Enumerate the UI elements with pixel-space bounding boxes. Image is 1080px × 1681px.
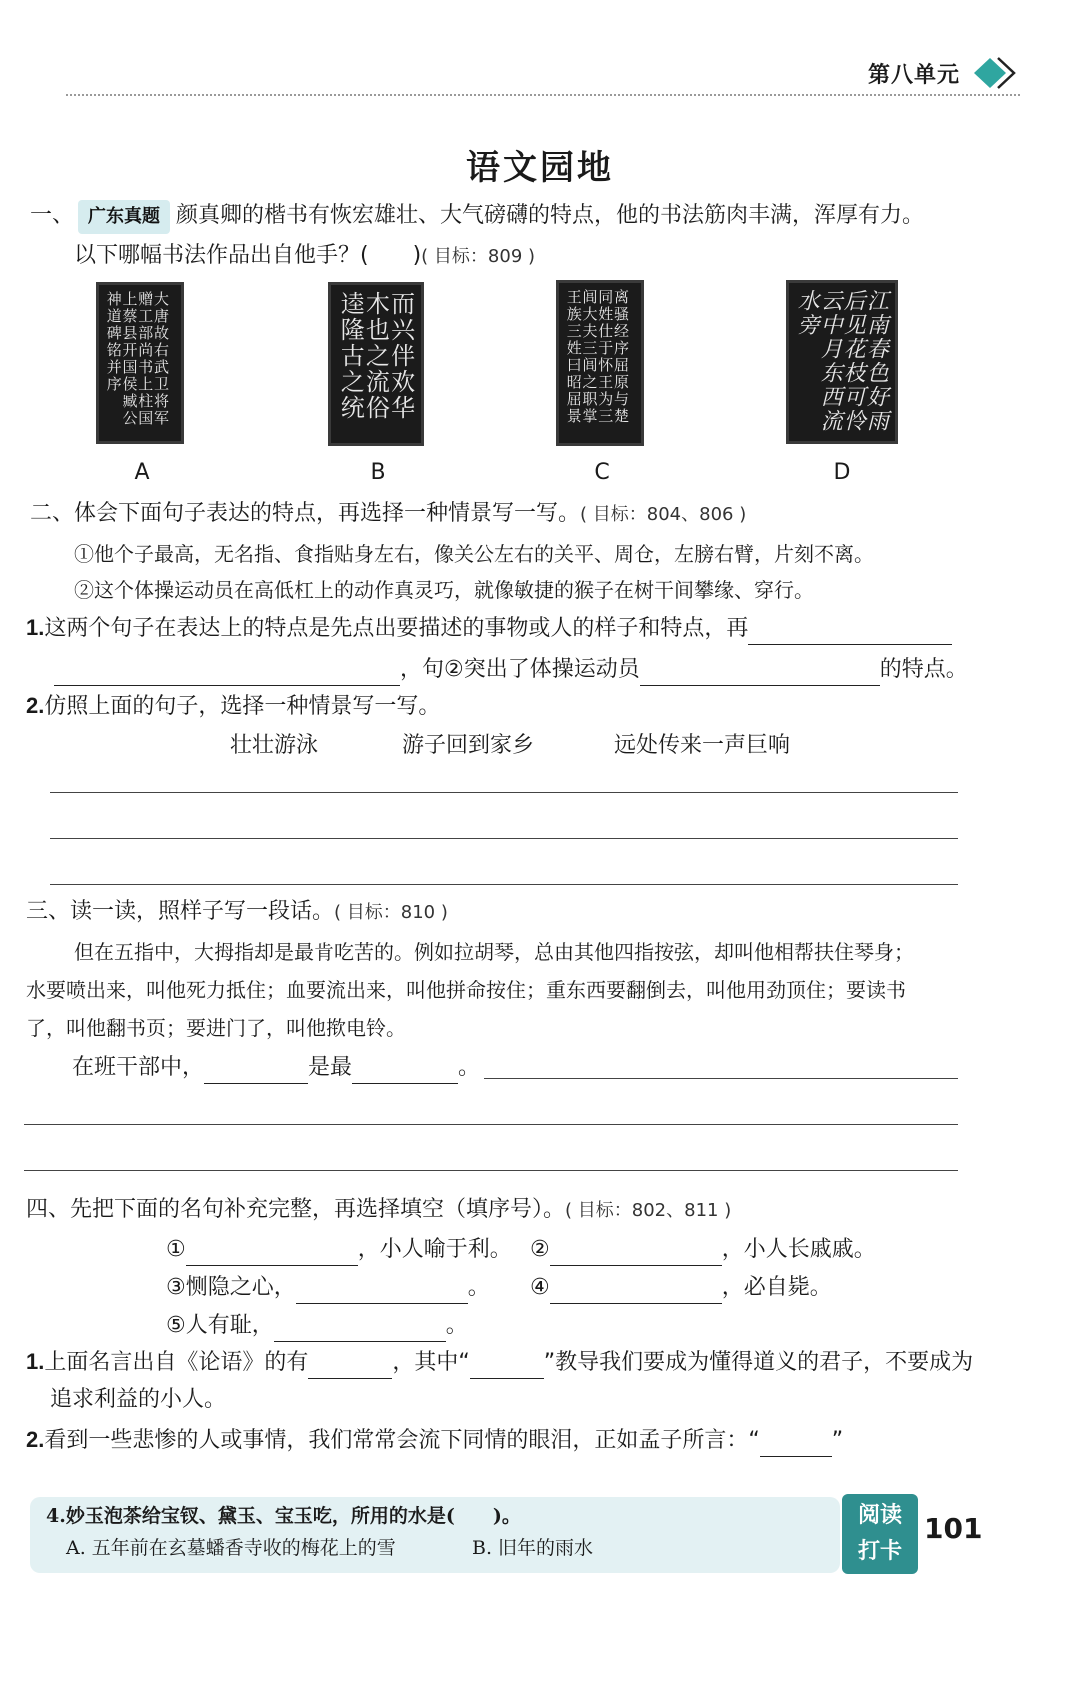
q4-item-1-blank[interactable] <box>186 1240 358 1266</box>
q1-question: 以下哪幅书法作品出自他手？( ) <box>74 243 422 268</box>
scene-1: 壮壮游泳 <box>230 733 319 758</box>
q3-para-line-2: 水要喷出来，叫他死力抵住；血要流出来，叫他拼命按住；重东西要翻倒去，叫他用劲顶住；要读书 <box>26 978 906 1002</box>
q2-p1-blank-1[interactable] <box>748 619 952 645</box>
footer-q-num: 4. <box>46 1505 66 1527</box>
badge-line-1: 阅读 <box>857 1503 902 1528</box>
badge-line-2: 打卡 <box>857 1539 902 1564</box>
q4-p1-line1 <box>26 1346 973 1379</box>
q4-item-4-end: ，必自毙。 <box>721 1275 832 1300</box>
q3-para-line-1: 但在五指中，大拇指却是最肯吃苦的。例如拉胡琴，总由其他四指按弦，却叫他相帮扶住琴身； <box>74 940 914 964</box>
read-checkin-badge[interactable] <box>842 1494 918 1574</box>
q4-p1-line2: 追求利益的小人。 <box>50 1387 227 1412</box>
q3-fill-a: 在班干部中， <box>72 1055 205 1080</box>
q3-fill-b: 是最 <box>308 1055 353 1080</box>
q3-hint: ( 目标：810 ) <box>334 902 448 923</box>
q2-p2-line <box>26 690 440 723</box>
q4-item-3-blank[interactable] <box>296 1278 468 1304</box>
q4-item-1-num: ① <box>166 1237 186 1262</box>
calligraphy-b-text: 而兴伴欢华木也之流俗逵隆古之统 <box>336 291 415 421</box>
q3-fill-c: 。 <box>458 1055 481 1080</box>
q2-sentence-2: ②这个体操运动员在高低杠上的动作真灵巧，就像敏捷的猴子在树干间攀缘、穿行。 <box>74 578 814 602</box>
q2-p2-number: 2. <box>26 693 45 718</box>
scene-3: 远处传来一声巨响 <box>614 733 791 758</box>
q3-heading <box>26 896 448 929</box>
q2-heading-text: 二、体会下面句子表达的特点，再选择一种情景写一写。 <box>30 501 581 526</box>
q4-p2-b: ” <box>831 1428 844 1453</box>
page-number: 101 <box>924 1512 983 1545</box>
calligraphy-a-text: 大唐故右武卫将军赠工部尚书上柱国上蔡县开国侯臧公神道碑铭并序 <box>104 291 170 427</box>
q3-writing-line-2[interactable] <box>24 1124 958 1125</box>
q4-p2-number: 2. <box>26 1427 45 1452</box>
q3-fill-line <box>72 1052 480 1084</box>
footer-option-a[interactable]: A. 五年前在玄墓蟠香寺收的梅花上的雪 <box>66 1537 396 1559</box>
option-d-label: D <box>833 460 851 485</box>
scene-2: 游子回到家乡 <box>402 733 535 758</box>
exam-tag: 广东真题 <box>78 200 170 234</box>
q4-item-5 <box>166 1310 468 1342</box>
q4-item-3-start: ③恻隐之心， <box>166 1275 296 1300</box>
q2-p2-text: 仿照上面的句子，选择一种情景写一写。 <box>44 694 441 719</box>
q4-item-1-end: ，小人喻于利。 <box>357 1237 512 1262</box>
q3-para-line-3: 了，叫他翻书页；要进门了，叫他揿电铃。 <box>26 1016 406 1040</box>
q4-item-4-num: ④ <box>530 1275 550 1300</box>
calligraphy-b <box>328 282 424 446</box>
q4-p2-blank[interactable] <box>760 1431 832 1457</box>
writing-line-1[interactable] <box>50 792 958 793</box>
calligraphy-d-text: 江南春色好雨后见花枝可怜云中月东西流水旁 <box>794 289 889 433</box>
q3-blank-2[interactable] <box>352 1058 458 1084</box>
q4-item-4 <box>530 1272 832 1304</box>
q4-p2-line <box>26 1424 843 1457</box>
header-divider <box>66 94 1020 96</box>
q2-heading <box>30 498 746 531</box>
q4-item-2-num: ② <box>530 1237 550 1262</box>
q4-hint: ( 目标：802、811 ) <box>565 1200 732 1221</box>
q4-p1-blank-2[interactable] <box>470 1353 544 1379</box>
q4-item-5-blank[interactable] <box>274 1316 446 1342</box>
footer-option-b[interactable]: B. 旧年的雨水 <box>472 1537 594 1559</box>
q1-hint: ( 目标：809 ) <box>421 246 536 267</box>
calligraphy-a <box>96 282 184 444</box>
q2-p1-blank-3[interactable] <box>640 660 880 686</box>
option-b-label: B <box>370 460 386 485</box>
calligraphy-d <box>786 280 898 444</box>
page-title: 语文园地 <box>466 148 614 188</box>
q2-p1-line2 <box>54 654 968 686</box>
calligraphy-c <box>556 280 644 446</box>
q4-p1-blank-1[interactable] <box>308 1353 392 1379</box>
q2-p1-number: 1. <box>26 615 45 640</box>
option-a-label: A <box>134 460 150 485</box>
writing-line-2[interactable] <box>50 838 958 839</box>
q2-p1-mid: ，句②突出了体操运动员 <box>400 657 640 682</box>
q1-line1 <box>30 200 924 234</box>
q4-item-4-blank[interactable] <box>550 1278 722 1304</box>
q2-p1-blank-2[interactable] <box>54 660 400 686</box>
q4-p1-b: ，其中“ <box>392 1350 470 1375</box>
q4-item-2-blank[interactable] <box>550 1240 722 1266</box>
q4-item-2 <box>530 1234 876 1266</box>
q4-p1-a: 上面名言出自《论语》的有 <box>44 1350 309 1375</box>
q2-p1-text: 这两个句子在表达上的特点是先点出要描述的事物或人的样子和特点，再 <box>44 616 749 641</box>
q2-sentence-1: ①他个子最高，无名指、食指贴身左右，像关公左右的关平、周仓，左膀右臂，片刻不离。 <box>74 542 874 566</box>
q4-item-3-end: 。 <box>467 1275 490 1300</box>
q3-writing-line-1[interactable] <box>484 1078 958 1079</box>
footer-q-text: 妙玉泡茶给宝钗、黛玉、宝玉吃，所用的水是( )。 <box>65 1505 521 1527</box>
q4-p1-c: ”教导我们要成为懂得道义的君子，不要成为 <box>543 1350 974 1375</box>
q4-p2-a: 看到一些悲惨的人或事情，我们常常会流下同情的眼泪，正如孟子所言：“ <box>44 1428 760 1453</box>
q2-p1-line1 <box>26 612 952 645</box>
q4-item-1 <box>166 1234 512 1266</box>
q4-item-2-end: ，小人长戚戚。 <box>721 1237 876 1262</box>
writing-line-3[interactable] <box>50 884 958 885</box>
q4-item-3 <box>166 1272 490 1304</box>
q4-item-5-start: ⑤人有耻， <box>166 1313 274 1338</box>
unit-label: 第八单元 <box>867 63 960 88</box>
q1-text: 颜真卿的楷书有恢宏雄壮、大气磅礴的特点，他的书法筋肉丰满，浑厚有力。 <box>176 203 925 228</box>
diamond-icon <box>972 56 1018 90</box>
calligraphy-c-text: 离骚经序屈原与楚同姓仕于怀王为三闾大夫三闾之职掌王族三姓曰昭屈景 <box>564 289 630 425</box>
q1-prefix: 一、 <box>30 203 75 228</box>
q4-heading-text: 四、先把下面的名句补充完整，再选择填空（填序号）。 <box>26 1197 566 1222</box>
q3-heading-text: 三、读一读，照样子写一段话。 <box>26 899 335 924</box>
footer-question <box>46 1500 521 1532</box>
q3-blank-1[interactable] <box>204 1058 308 1084</box>
q3-writing-line-3[interactable] <box>24 1170 958 1171</box>
q4-item-5-end: 。 <box>445 1313 468 1338</box>
q2-hint: ( 目标：804、806 ) <box>580 504 747 525</box>
q2-p1-end: 的特点。 <box>879 657 968 682</box>
q4-heading <box>26 1194 731 1227</box>
q1-line2 <box>74 240 535 273</box>
q4-p1-number: 1. <box>26 1349 45 1374</box>
option-c-label: C <box>594 460 610 485</box>
